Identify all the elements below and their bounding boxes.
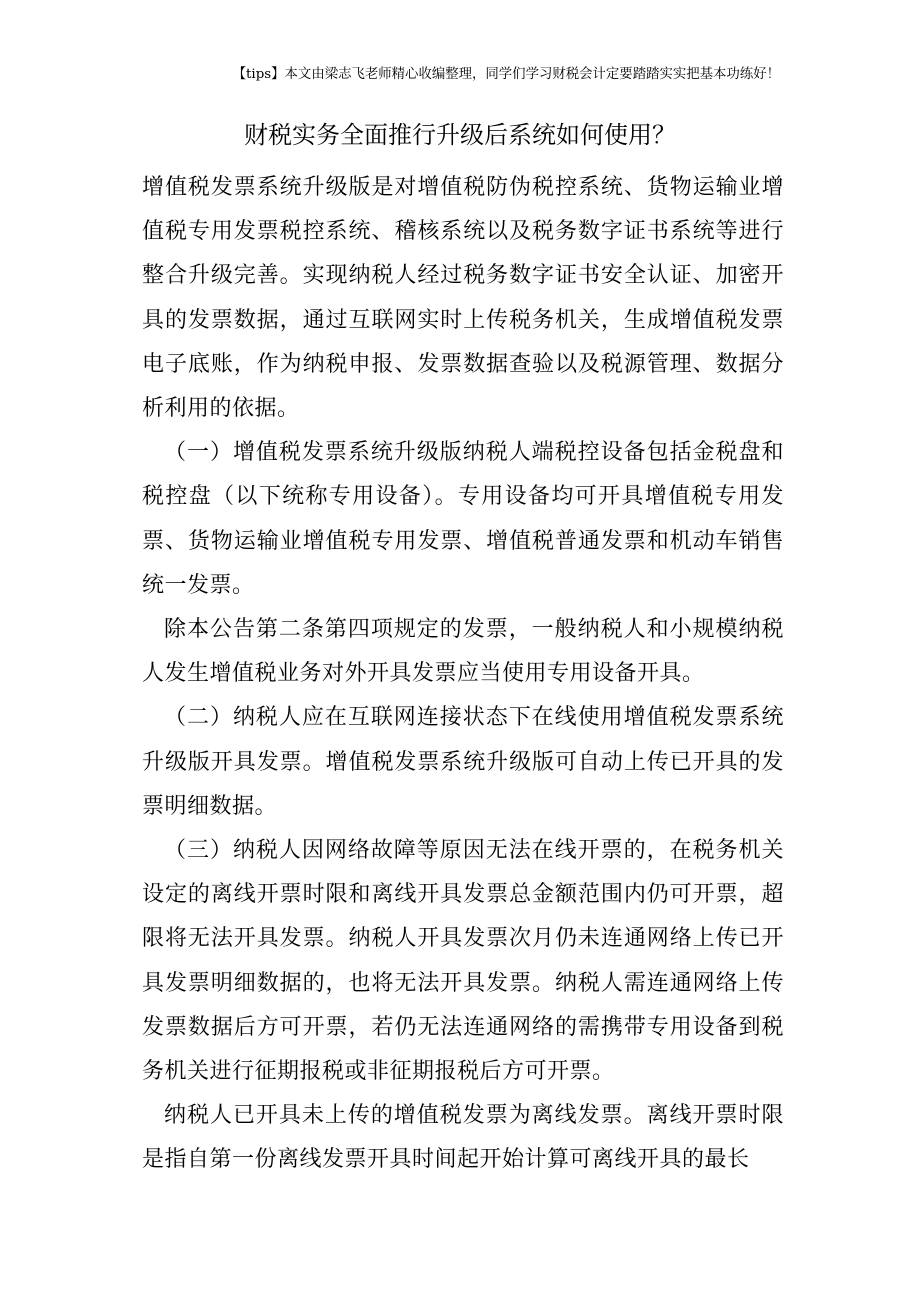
paragraph-item-2: （二）纳税人应在互联网连接状态下在线使用增值税发票系统升级版开具发票。增值税发票系统升级版可自动上传已开具的发票明细数据。 [142, 705, 784, 819]
paragraph-item-1: （一）增值税发票系统升级版纳税人端税控设备包括金税盘和税控盘（以下统称专用设备）。专用设备均可开具增值税专用发票、货物运输业增值税专用发票、增值税普通发票和机动车销售统一发票。 [142, 440, 784, 598]
paragraph-offline-invoice: 纳税人已开具未上传的增值税发票为离线发票。离线开票时限是指自第一份离线发票开具时间起开始计算可离线开具的最长 [142, 1103, 784, 1173]
page-title: 财税实务全面推行升级后系统如何使用？ [244, 121, 676, 149]
document-body [142, 166, 784, 1183]
paragraph-intro: 增值税发票系统升级版是对增值税防伪税控系统、货物运输业增值税专用发票税控系统、稽核系统以及税务数字证书系统等进行整合升级完善。实现纳税人经过税务数字证书安全认证、加密开具的发票数据，通过互联网实时上传税务机关，生成增值税发票电子底账，作为纳税申报、发票数据查验以及税源管理、数据分析利用的依据。 [142, 175, 784, 422]
paragraph-item-1-note: 除本公告第二条第四项规定的发票，一般纳税人和小规模纳税人发生增值税业务对外开具发票应当使用专用设备开具。 [142, 617, 784, 687]
paragraph-item-3: （三）纳税人因网络故障等原因无法在线开票的，在税务机关设定的离线开票时限和离线开具发票总金额范围内仍可开票，超限将无法开具发票。纳税人开具发票次月仍未连通网络上传已开具发票明细数据的，也将无法开具发票。纳税人需连通网络上传发票数据后方可开票，若仍无法连通网络的需携带专用设备到税务机关进行征期报税或非征期报税后方可开票。 [142, 838, 784, 1085]
tips-header: 【tips】本文由梁志飞老师精心收编整理，同学们学习财税会计定要踏踏实实把基本功练好！ [232, 67, 780, 82]
